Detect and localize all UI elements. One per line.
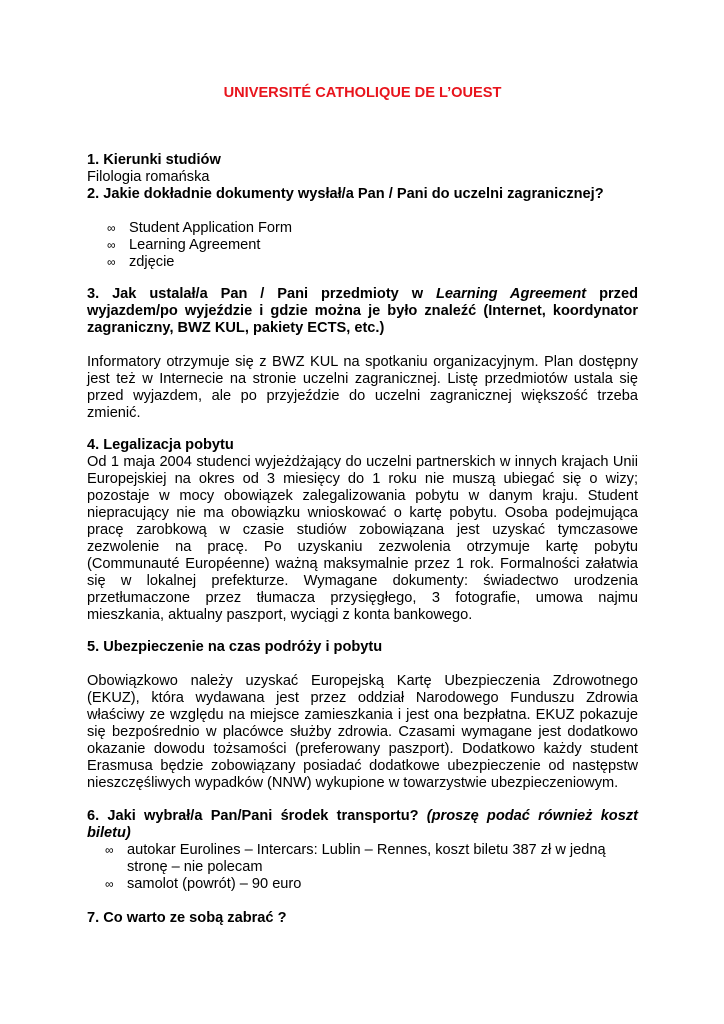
section-5 [87,639,638,792]
section-2 [87,186,638,271]
section-7-heading: 7. Co warto ze sobą zabrać ? [87,910,287,926]
section-4 [87,437,638,624]
list-item: ∞ samolot (powrót) – 90 euro [105,876,302,892]
section-5-heading: 5. Ubezpieczenie na czas podróży i pobytu [87,639,383,655]
section-6 [87,808,638,893]
section-3 [87,286,638,422]
bullet-icon: ∞ [107,238,116,252]
section-4-text: Od 1 maja 2004 studenci wyjeżdżający do uczelni partnerskich w innych krajach Unii Europejskiej na okres od 3 miesięcy do 1 roku nie muszą ubiegać się o wizy; pozostaje w mocy obowiązek zalegalizowania pobytu w danym kraju. Student niepracujący nie ma obowiązku wnioskować o kartę pobytu. Osoba podejmująca pracę zarobkową w czasie studiów zobowiązana jest uzyskać tymczasowe zezwolenie na pracę. Po uzyskaniu zezwolenia otrzymuje kartę pobytu (Communauté Européenne) ważną maksymalnie przez 1 rok. Formalności załatwia się w lokalnej prefekturze. Wymagane dokumenty: świadectwo urodzenia przetłumaczone przez tłumacza przysięgłego, 3 fotografie, umowa najmu mieszkania, aktualny paszport, wyciągi z konta bankowego. [87,454,638,623]
list-item: ∞ Student Application Form [107,220,293,236]
documents-list [87,220,638,271]
section-7 [87,910,638,927]
section-5-text: Obowiązkowo należy uzyskać Europejską Kartę Ubezpieczenia Zdrowotnego (EKUZ), która wydawana jest przez oddział Narodowego Funduszu Zdrowia właściwy ze względu na miejsce zamieszkania i jest ona bezpłatna. EKUZ pokazuje się bezpośrednio w placówce służby zdrowia. Czasami wymagane jest dodatkowo okazanie dowodu tożsamości (preferowany paszport). Dodatkowo każdy student Erasmusa będzie zobowiązany posiadać dodatkowe ubezpieczenie od następstw nieszczęśliwych wypadków (NNW) wykupione w towarzystwie ubezpieczeniowym. [87,673,638,791]
section-2-heading: 2. Jakie dokładnie dokumenty wysłał/a Pan / Pani do uczelni zagranicznej? [87,186,604,202]
bullet-icon: ∞ [105,843,114,857]
section-4-heading: 4. Legalizacja pobytu [87,437,234,453]
university-title: UNIVERSITÉ CATHOLIQUE DE L’OUEST [223,85,502,101]
list-item: ∞ zdjęcie [107,254,175,270]
list-item: ∞ Learning Agreement [107,237,261,253]
section-6-heading: 6. Jaki wybrał/a Pan/Pani środek transportu? (proszę podać również koszt biletu) [87,808,638,841]
bullet-icon: ∞ [105,877,114,891]
section-3-text: Informatory otrzymuje się z BWZ KUL na spotkaniu organizacyjnym. Plan dostępny jest też w Internecie na stronie uczelni zagranicznej. Listę przedmiotów ustala się przed wyjazdem, ale po przyjeździe do uczelni zagranicznej większość trzeba zmienić. [87,354,638,421]
bullet-icon: ∞ [107,255,116,269]
section-3-heading: 3. Jak ustalał/a Pan / Pani przedmioty w Learning Agreement przed wyjazdem/po wyjeździe i gdzie można je było znaleźć (Internet, koordynator zagraniczny, BWZ KUL, pakiety ECTS, etc.) [87,286,638,336]
section-1 [87,152,638,186]
list-item: ∞ autokar Eurolines – Intercars: Lublin – Rennes, koszt biletu 387 zł w jedną stronę – nie polecam [105,842,606,875]
bullet-icon: ∞ [107,221,116,235]
section-1-text: Filologia romańska [87,169,210,185]
section-1-heading: 1. Kierunki studiów [87,152,221,168]
transport-list [87,842,638,893]
